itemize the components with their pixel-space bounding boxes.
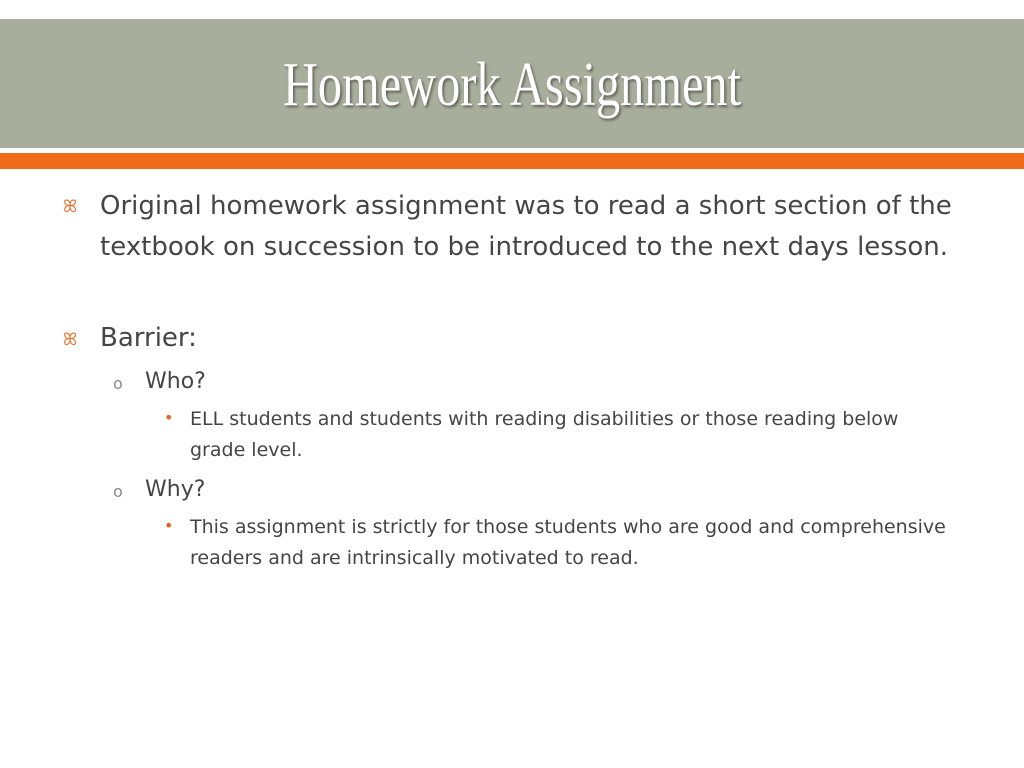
bullet-text: Barrier:	[100, 323, 197, 353]
bullet-text: Original homework assignment was to read a short section of the textbook on succession to be introduced to the next days lesson.	[100, 191, 952, 262]
sub-sub-bullet-marker-icon: •	[164, 408, 174, 427]
bullet-marker-icon: ꕤ	[63, 197, 78, 217]
bullet-marker-icon: ꕤ	[63, 330, 78, 350]
sub-bullet-text: Why?	[145, 477, 206, 502]
sub-bullet-marker-icon: o	[113, 482, 123, 501]
sub-sub-bullet-text: ELL students and students with reading disabilities or those reading below grade level.	[190, 408, 899, 461]
sub-sub-bullet-text: This assignment is strictly for those students who are good and comprehensive readers and are intrinsically motivated to read.	[190, 516, 946, 569]
sub-bullet-text: Who?	[145, 369, 206, 394]
slide-title: Homework Assignment	[282, 51, 742, 119]
sub-bullet-marker-icon: o	[113, 374, 123, 393]
sub-sub-bullet-marker-icon: •	[164, 516, 174, 535]
